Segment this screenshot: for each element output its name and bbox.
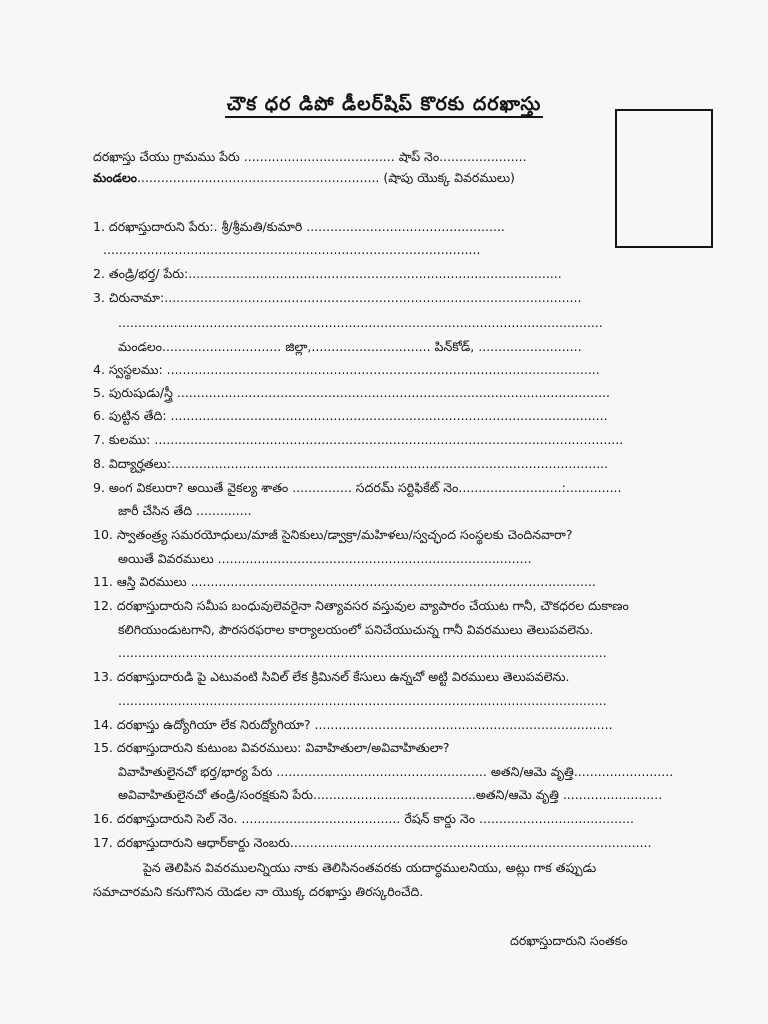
mandal-label: మండలం [93, 170, 138, 185]
item-14: 14. దరఖాస్తు ఉద్యోగియా లేక నిరుద్యోగియా? ........................................................................... [93, 717, 613, 732]
item-3-continued: .......................................................................................................................... [118, 315, 603, 330]
item-17: 17. దరఖాస్తుదారుని ఆధార్‌కార్డు నెంబరు........................................................................................... [93, 835, 652, 850]
item-13: 13. దరఖాస్తుదారుడి పై ఎటువంటి సివిల్ లేక క్రిమినల్ కేసులు ఉన్నచో అట్టి విరములు తెలుపవలెను. [93, 669, 570, 684]
mandal-line [93, 170, 515, 186]
declaration-line-1: పైన తెలిపిన వివరములన్నియు నాకు తెలిసినంతవరకు యదార్ధములనియు, అట్లు గాక తప్పుడు [143, 860, 597, 875]
item-5: 5. పురుషుడు/స్త్రీ ............................................................................................................. [93, 385, 610, 400]
item-12-blank-line: ........................................................................................................................... [118, 645, 607, 660]
item-9: 9. అంగ వికలురా? అయితే వైకల్య శాతం ............... సదరమ్ సర్టిఫికేట్ నెం..........................:.............. [93, 480, 622, 495]
applicant-signature-label: దరఖాస్తుదారుని సంతకం [510, 933, 628, 948]
item-3-mandal-district: మండలం.............................. జిల్లా,.............................. పిన్‌కోడ్, .......................... [118, 339, 582, 354]
item-6: 6. పుట్టిన తేది: .............................................................................................................. [93, 408, 608, 423]
item-1: 1. దరఖాస్తుదారుని పేరు:. శ్రీ/శ్రీమతి/కుమారి .................................................. [93, 219, 505, 234]
item-11: 11. ఆస్తి విరములు ...................................................................................................... [93, 574, 596, 589]
item-16: 16. దరఖాస్తుదారుని సెల్ నెం. ........................................ రేషన్ కార్డు నెం ....................................... [93, 811, 635, 826]
item-12-continued: కలిగియుండుటగాని, పౌరసరఫరాల కార్యాలయంలో పనిచేయుచున్న గానీ వివరములు తెలుపవలెను. [118, 622, 594, 637]
item-15: 15. దరఖాస్తుదారుని కుటుంబ వివరములు: వివాహితులా/అవివాహితులా? [93, 740, 450, 755]
item-8: 8. విద్యార్హతలు:.............................................................................................................. [93, 456, 609, 471]
item-9-continued: జారీ చేసిన తేది .............. [118, 503, 252, 518]
item-7: 7. కులము: ...................................................................................................................... [93, 432, 624, 447]
declaration-line-2: సమాచారమని కనుగొనిన యెడల నా యొక్క దరఖాస్తు తిరస్కరించేది. [93, 884, 424, 899]
item-15-married: వివాహితులైనచో భర్త/భార్య పేరు ..................................................... అతని/ఆమె వృత్తి......................... [118, 764, 674, 779]
item-10-continued: అయితే వివరములు ............................................................................... [118, 551, 532, 566]
item-10: 10. స్వాతంత్ర్య సమరయోధులు/మాజీ సైనికులు/డ్వాక్రా/మహిళలు/స్వచ్ఛంద సంస్థలకు చెందినవారా? [93, 527, 573, 542]
item-13-blank-line: ........................................................................................................................... [118, 693, 607, 708]
village-name-line: దరఖాస్తు చేయు గ్రామము పేరు ...................................... షాప్ నెం...................... [93, 149, 527, 164]
item-4: 4. స్వస్థలము: ............................................................................................................. [93, 362, 600, 377]
form-title: చౌక ధర డిపో డీలర్‌షిప్ కొరకు దరఖాస్తు [0, 93, 768, 120]
item-3: 3. చిరునామా:......................................................................................................... [93, 290, 582, 305]
item-2: 2. తండ్రి/భర్త/ పేరు:.............................................................................................. [93, 266, 562, 281]
mandal-rest: ............................................................. (షాపు యొక్క వివరములు) [137, 170, 515, 185]
item-1-continued: ............................................................................................... [103, 242, 481, 257]
item-15-unmarried: అవివాహితులైనచో తండ్రి/సంరక్షకుని పేరు.........................................అతని/ఆమె వృత్తి ......................... [118, 787, 663, 802]
photo-box [615, 109, 713, 248]
item-12: 12. దరఖాస్తుదారుని సమీప బంధువులెవరైనా నిత్యావసర వస్తువుల వ్యాపారం చేయుట గానీ, చౌకధరల దుకాణం [93, 598, 629, 613]
